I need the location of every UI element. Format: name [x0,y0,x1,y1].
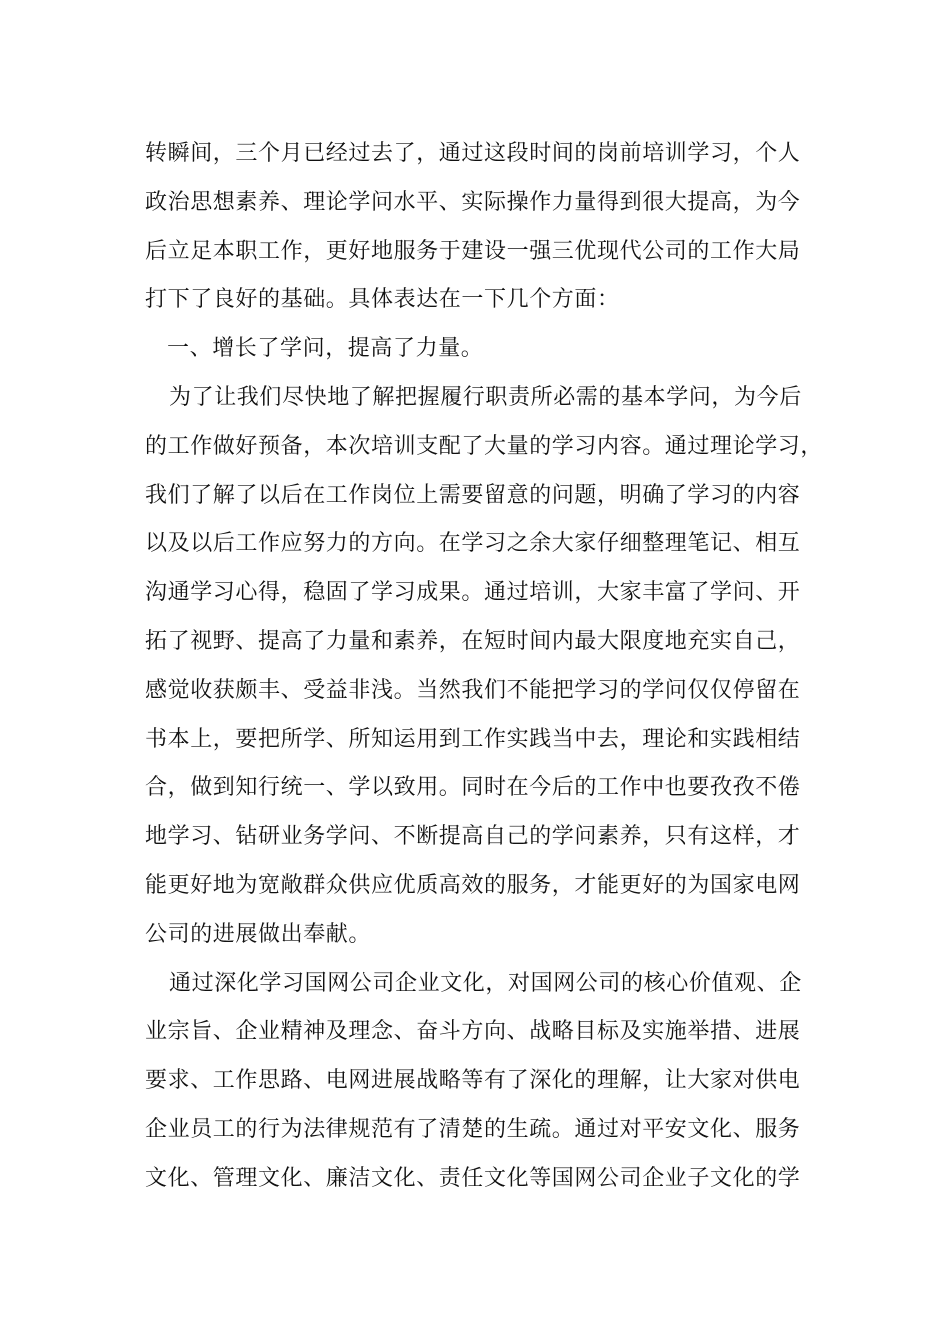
text-line: 政治思想素养、理论学问水平、实际操作力量得到很大提高，为今 [145,189,801,215]
text-line: 业宗旨、企业精神及理念、奋斗方向、战略目标及实施举措、进展 [145,1019,801,1045]
text-line: 要求、工作思路、电网进展战略等有了深化的理解，让大家对供电 [145,1068,801,1094]
text-line: 书本上，要把所学、所知运用到工作实践当中去，理论和实践相结 [145,726,801,752]
text-line: 的工作做好预备，本次培训支配了大量的学习内容。通过理论学习， [145,433,824,459]
text-line: 以及以后工作应努力的方向。在学习之余大家仔细整理笔记、相互 [145,531,801,557]
text-line: 沟通学习心得，稳固了学习成果。通过培训，大家丰富了学问、开 [145,580,801,606]
text-line: 为了让我们尽快地了解把握履行职责所必需的基本学问，为今后 [169,384,802,410]
text-line: 文化、管理文化、廉洁文化、责任文化等国网公司企业子文化的学 [145,1165,801,1191]
text-line: 能更好地为宽敞群众供应优质高效的服务，才能更好的为国家电网 [145,872,801,898]
text-line: 转瞬间，三个月已经过去了，通过这段时间的岗前培训学习，个人 [145,141,801,166]
text-line: 感觉收获颇丰、受益非浅。当然我们不能把学习的学问仅仅停留在 [145,677,801,703]
body-text [145,130,825,1204]
section-heading: 一、增长了学问，提高了力量。 [167,336,484,362]
text-line: 合，做到知行统一、学以致用。同时在今后的工作中也要孜孜不倦 [145,775,801,801]
text-line: 通过深化学习国网公司企业文化，对国网公司的核心价值观、企 [169,970,802,996]
text-line: 我们了解了以后在工作岗位上需要留意的问题，明确了学习的内容 [145,482,801,508]
text-line: 公司的进展做出奉献。 [145,921,372,947]
text-line: 后立足本职工作，更好地服务于建设一强三优现代公司的工作大局 [145,238,801,264]
text-line: 地学习、钻研业务学问、不断提高自己的学问素养，只有这样，才 [145,824,801,850]
text-line: 拓了视野、提高了力量和素养，在短时间内最大限度地充实自己， [145,628,801,654]
text-line: 企业员工的行为法律规范有了清楚的生疏。通过对平安文化、服务 [145,1116,801,1142]
text-line: 打下了良好的基础。具体表达在一下几个方面： [145,287,620,313]
